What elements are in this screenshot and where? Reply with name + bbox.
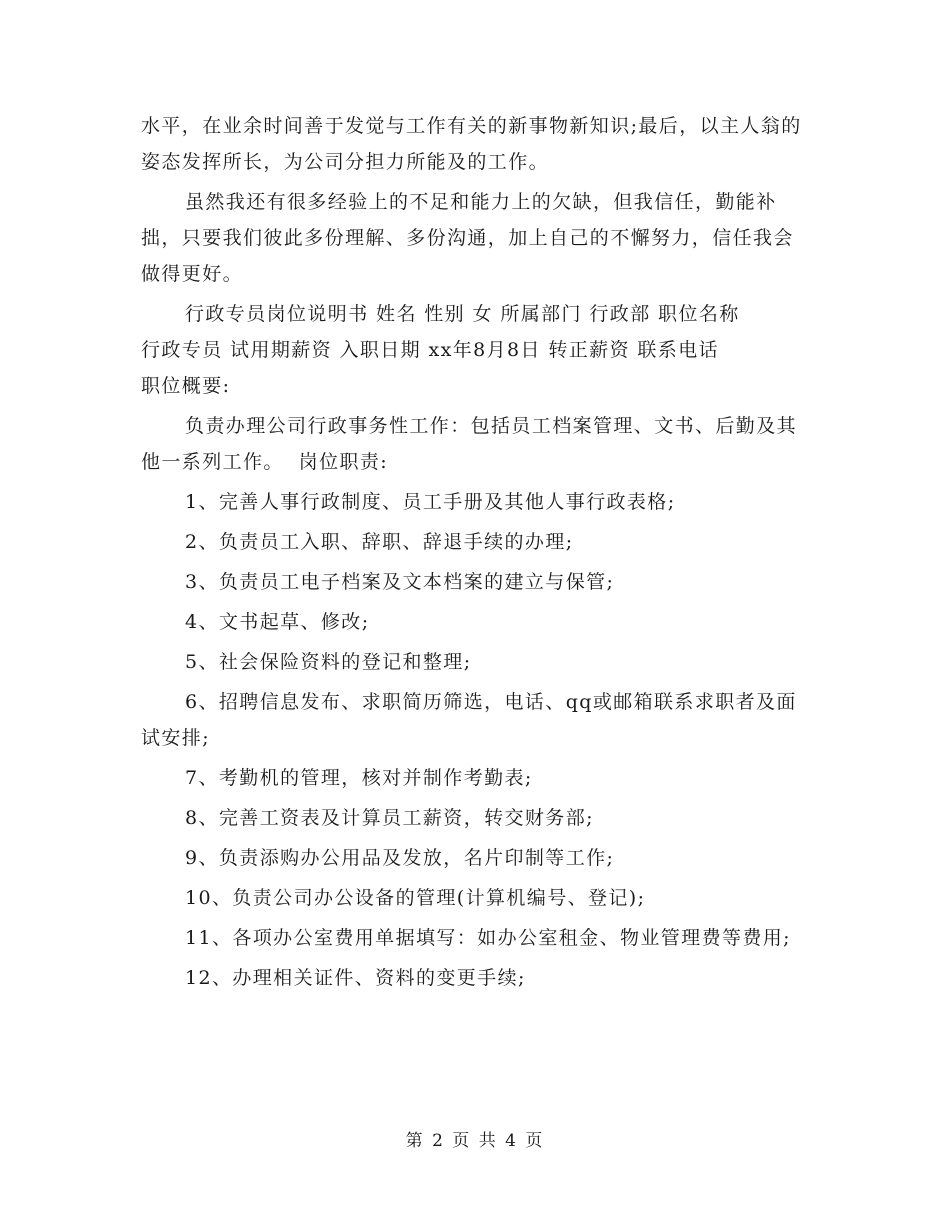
duty-item-10: 10、负责公司办公设备的管理(计算机编号、登记);	[185, 887, 646, 909]
page-number-footer: 第 2 页 共 4 页	[405, 1131, 545, 1151]
paragraph-continuation: 水平，在业余时间善于发觉与工作有关的新事物新知识;最后，以主人翁的姿态发挥所长，为公司分担力所能及的工作。	[141, 115, 802, 173]
duty-item-7: 7、考勤机的管理，核对并制作考勤表;	[185, 767, 533, 789]
position-overview-heading: 职位概要:	[141, 375, 231, 397]
duty-item-12: 12、办理相关证件、资料的变更手续;	[185, 967, 526, 989]
document-body	[141, 108, 813, 1000]
duty-item-4: 4、文书起草、修改;	[185, 611, 370, 633]
duty-item-8: 8、完善工资表及计算员工薪资，转交财务部;	[185, 807, 594, 829]
duty-item-1: 1、完善人事行政制度、员工手册及其他人事行政表格;	[185, 491, 676, 513]
duty-item-6: 6、招聘信息发布、求职简历筛选，电话、qq或邮箱联系求职者及面试安排;	[141, 691, 797, 749]
duty-item-2: 2、负责员工入职、辞职、辞退手续的办理;	[185, 531, 574, 553]
job-description-header-line-2: 行政专员 试用期薪资 入职日期 xx年8月8日 转正薪资 联系电话	[141, 339, 720, 361]
position-overview-text: 负责办理公司行政事务性工作：包括员工档案管理、文书、后勤及其他一系列工作。 岗位职责:	[141, 415, 798, 473]
duty-item-11: 11、各项办公室费用单据填写：如办公室租金、物业管理费等费用;	[185, 927, 791, 949]
duty-item-5: 5、社会保险资料的登记和整理;	[185, 651, 472, 673]
duty-item-3: 3、负责员工电子档案及文本档案的建立与保管;	[185, 571, 615, 593]
duty-item-9: 9、负责添购办公用品及发放，名片印制等工作;	[185, 847, 615, 869]
paragraph-self-assessment: 虽然我还有很多经验上的不足和能力上的欠缺，但我信任，勤能补拙，只要我们彼此多份理解、多份沟通，加上自己的不懈努力，信任我会做得更好。	[141, 191, 794, 285]
job-description-header-line-1: 行政专员岗位说明书 姓名 性别 女 所属部门 行政部 职位名称	[185, 303, 740, 325]
